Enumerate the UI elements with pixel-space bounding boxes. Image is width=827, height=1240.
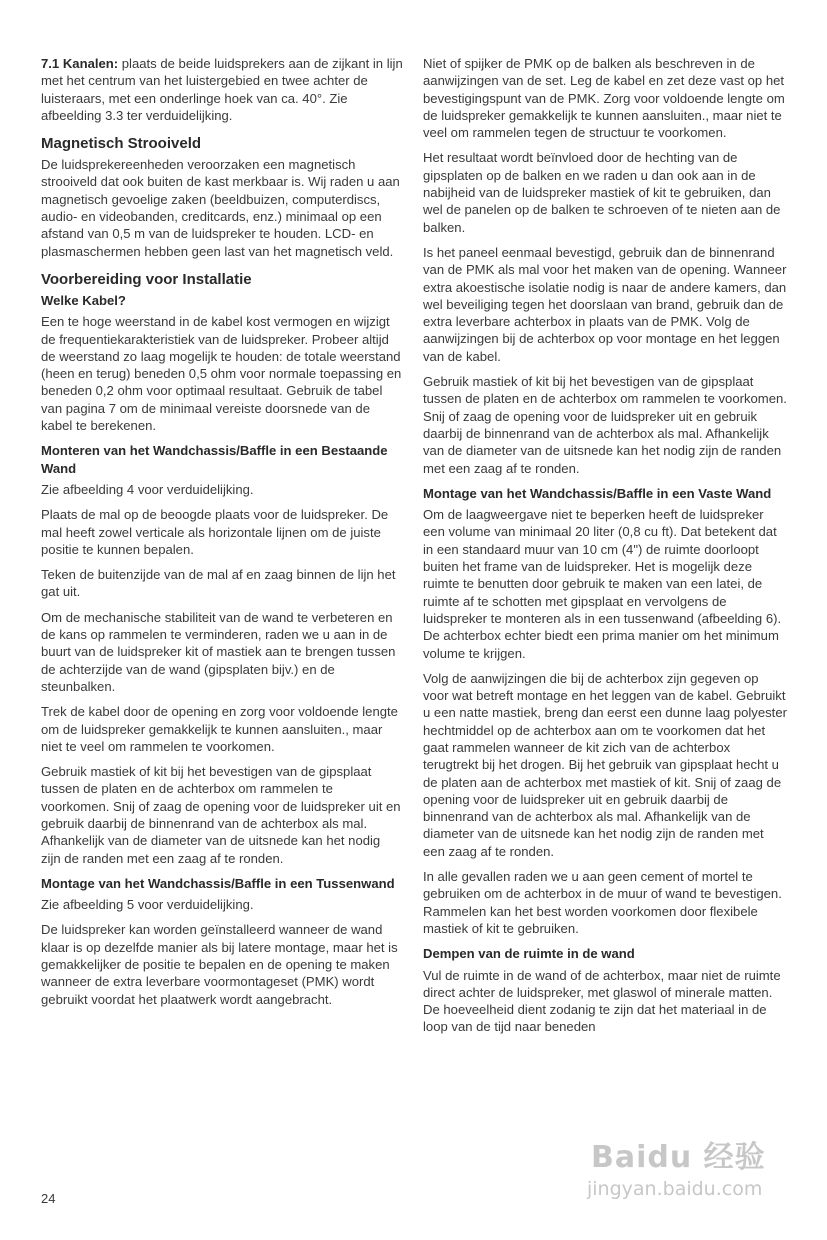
dempen-heading: Dempen van de ruimte in de wand (423, 946, 635, 962)
kanalen-lead: 7.1 Kanalen: (41, 56, 119, 71)
left-column (41, 55, 403, 1016)
bestaande-paragraph-6: Gebruik mastiek of kit bij het bevestigen van de gipsplaat tussen de platen en de achterbox om rammelen te voorkomen. Snij of zaag de opening voor de luidspreker uit en gebruik daarbij de binnenrand van de achterbox als mal. Afhankelijk van de diameter van de uitsnede kan het nodig zijn de randen met een zaag af te ronden. (41, 764, 401, 866)
right-paragraph-1: Niet of spijker de PMK op de balken als beschreven in de aanwijzingen van de set. Leg de kabel en zet deze vast op het bevestigingspunt van de PMK. Zorg voor voldoende lengte om de luidspreker gemakkelijk te kunnen aansluiten., maar niet te veel om rammelen tegen de structuur te voorkomen. (423, 56, 785, 141)
baidu-watermark (585, 1132, 785, 1212)
watermark-logo: Baidu 经验 (591, 1140, 766, 1175)
kanalen-paragraph (41, 55, 403, 124)
watermark-url: jingyan.baidu.com (587, 1178, 763, 1200)
right-paragraph-4: Gebruik mastiek of kit bij het bevestigen van de gipsplaat tussen de platen en de achterbox om rammelen te voorkomen. Snij of zaag de opening voor de luidspreker uit en gebruik daarbij de binnenrand van de achterbox als mal. Afhankelijk van de diameter van de uitsnede kan het nodig zijn de randen met een zaag af te ronden. (423, 374, 787, 476)
right-paragraph-2: Het resultaat wordt beïnvloed door de hechting van de gipsplaten op de balken en we raden u dan ook aan in de nabijheid van de luidspreker mastiek of kit te gebruiken, dan wel de panelen op de balken te schroeven of te nieten aan de balken. (423, 150, 781, 235)
bestaande-paragraph-4: Om de mechanische stabiliteit van de wand te verbeteren en de kans op rammelen te verminderen, raden we u aan in de buurt van de luidspreker kit of mastiek aan te brengen tussen de achterzijde van de wand (gipsplaten bijv.) en de steunbalken. (41, 609, 396, 694)
vaste-paragraph-3: In alle gevallen raden we u aan geen cement of mortel te gebruiken om de achterbox in de muur of wand te bevestigen. Rammelen kan het best worden voorkomen door flexibele mastiek of kit te gebruiken. (423, 869, 782, 936)
bestaande-wand-heading: Monteren van het Wandchassis/Baffle in een Bestaande Wand (41, 443, 388, 476)
kabel-heading: Welke Kabel? (41, 292, 126, 308)
bestaande-paragraph-2: Plaats de mal op de beoogde plaats voor de luidspreker. De mal heeft zowel verticale als horizontale lijnen om de juiste positie te kunnen bepalen. (41, 507, 389, 557)
voorbereiding-heading: Voorbereiding voor Installatie (41, 270, 252, 288)
kabel-paragraph: Een te hoge weerstand in de kabel kost vermogen en wijzigt de frequentiekarakteristiek van de luidspreker. Probeer altijd de weerstand zo laag mogelijk te houden: de totale weerstand (heen en terug) beneden 0,5 ohm voor normale toepassing en beneden 0,2 ohm voor optimaal resultaat. Gebruik de tabel van pagina 7 om de minimaal vereiste doorsnede van de kabel te berekenen. (41, 314, 402, 434)
vaste-wand-heading: Montage van het Wandchassis/Baffle in een Vaste Wand (423, 485, 772, 501)
tussenwand-heading: Montage van het Wandchassis/Baffle in een Tussenwand (41, 875, 395, 891)
dempen-paragraph: Vul de ruimte in de wand of de achterbox, maar niet de ruimte direct achter de luidspreker, met glaswol of minerale matten. De hoeveelheid dient zodanig te zijn dat het materiaal in de loop van de tijd naar beneden (423, 967, 781, 1035)
bestaande-paragraph-1: Zie afbeelding 4 voor verduidelijking. (41, 481, 254, 497)
bestaande-paragraph-5: Trek de kabel door de opening en zorg voor voldoende lengte om de luidspreker gemakkelijk te kunnen aansluiten., maar niet te veel om rammelen te voorkomen. (41, 704, 398, 754)
right-column (423, 55, 787, 1044)
bestaande-paragraph-3: Teken de buitenzijde van de mal af en zaag binnen de lijn het gat uit. (41, 567, 396, 600)
magnetisch-heading: Magnetisch Strooiveld (41, 135, 202, 153)
magnetisch-paragraph: De luidsprekereenheden veroorzaken een magnetisch strooiveld dat ook buiten de kast merkbaar is. Wij raden u aan magnetisch gevoelige zaken (beeldbuizen, computerdiscs, audio- en videobanden, creditcards, enz.) minimaal op een afstand van 0,5 m van de luidspreker te houden. LCD- en plasmaschermen hebben geen last van het magnetisch veld. (41, 157, 400, 259)
page-number: 24 (41, 1191, 56, 1206)
right-paragraph-3: Is het paneel eenmaal bevestigd, gebruik dan de binnenrand van de PMK als mal voor het maken van de opening. Wanneer extra akoestische isolatie nodig is naar de andere kamers, dan wel beveiliging tegen het doorslaan van brand, gebruik dan de extra leverbare achterbox in plaats van de PMK. Volg de aanwijzingen bij de achterbox op voor montage en het leggen van de kabel. (423, 244, 787, 364)
kanalen-text: plaats de beide luidsprekers aan de zijkant in lijn met het centrum van het luistergebied en twee achter de luisteraars, met een onderlinge hoek van ca. 40°. Zie afbeelding 3.3 ter verduidelijking. (41, 56, 403, 123)
tussenwand-paragraph-1: Zie afbeelding 5 voor verduidelijking. (41, 897, 254, 913)
vaste-paragraph-2: Volg de aanwijzingen die bij de achterbox zijn gegeven op voor wat betreft montage en het leggen van de kabel. Gebruikt u een natte mastiek, breng dan eerst een dunne laag polyester hechtmiddel op de achterbox aan om te voorkomen dat het gaat rammelen wanneer de kit zich van de achterbox terugtrekt bij het drogen. Bij het gebruik van gipsplaat hecht u de platen aan de achterbox met mastiek of kit. Snij of zaag de opening voor de luidspreker uit en gebruik daarbij de binnenrand van de achterbox als mal. Afhankelijk van de diameter van de uitsnede kan het nodig zijn de randen met een zaag af te ronden. (423, 670, 787, 859)
tussenwand-paragraph-2: De luidspreker kan worden geïnstalleerd wanneer de wand klaar is op dezelfde manier als bij latere montage, maar het is gemakkelijker de positie te bepalen en de opening te maken wanneer de extra leverbare voormontageset (PMK) wordt gebruikt voordat het plaatwerk wordt aangebracht. (41, 922, 398, 1007)
vaste-paragraph-1: Om de laagweergave niet te beperken heeft de luidspreker een volume van minimaal 20 liter (0,8 cu ft). Dat betekent dat in een standaard muur van 10 cm (4") de ruimte doorloopt buiten het frame van de luidspreker. Het is mogelijk deze ruimte te benutten door gebruik te maken van een latei, de ruimte af te schotten met gipsplaat en vervolgens de luidspreker te monteren als in een tussenwand (afbeelding 6). De achterbox echter biedt een prima manier om het minimum volume te krijgen. (423, 507, 782, 661)
